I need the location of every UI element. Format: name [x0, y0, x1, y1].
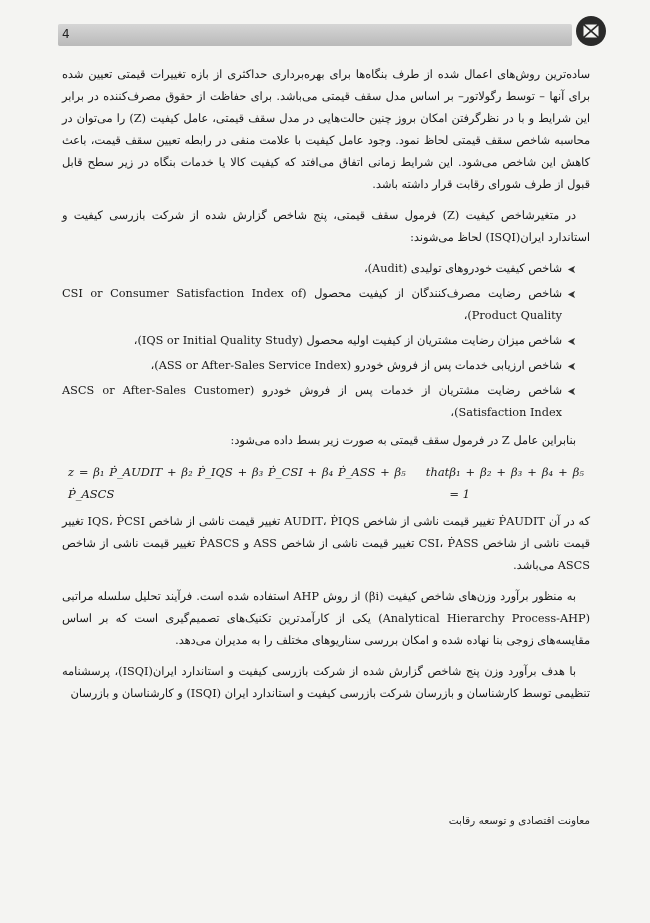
formula-z: z = β₁ Ṗ_AUDIT + β₂ Ṗ_IQS + β₃ Ṗ_CSI + β₄ Ṗ_ASS + β₅ Ṗ_ASCS	[68, 465, 406, 501]
document-body	[62, 64, 590, 714]
formula-connector: that	[425, 465, 450, 479]
list-item-text: شاخص کیفیت خودروهای تولیدی (Audit)،	[363, 262, 562, 275]
formula-weights-sum: β₁ + β₂ + β₃ + β₄ + β₅ = 1	[449, 465, 584, 501]
quality-index-list	[62, 258, 590, 424]
paragraph-questionnaire: با هدف برآورد وزن پنج شاخص گزارش شده از شرکت بازرسی کیفیت و استاندارد ایران(ISQI)، پرسشنامه تنظیمی توسط کارشناسان و بازرسان شرکت بازرسی کیفیت و استاندارد ایران (ISQI) و کارشناسان و بازرسان	[62, 665, 590, 700]
paragraph-definitions: که در آن ṖAUDIT تغییر قیمت ناشی از شاخص AUDIT، ṖIQS تغییر قیمت ناشی از شاخص IQS، ṖCSI تغییر قیمت ناشی از شاخص CSI، ṖASS تغییر قیمت ناشی از شاخص ASS و ṖASCS تغییر قیمت ناشی از شاخص ASCS می‌باشد.	[62, 515, 591, 572]
arrow-bullet-icon	[567, 290, 576, 299]
arrow-bullet-icon	[567, 387, 576, 396]
quality-formula	[62, 461, 590, 505]
list-item-text: شاخص ارزیابی خدمات پس از فروش خودرو (ASS or After-Sales Service Index)،	[150, 359, 562, 372]
arrow-bullet-icon	[567, 362, 576, 371]
paragraph-ahp: به منظور برآورد وزن‌های شاخص کیفیت (βi) از روش AHP استفاده شده است. فرآیند تحلیل سلسله مراتبی (Analytical Hierarchy Process-AHP) یکی از کارآمدترین تکنیک‌های تصمیم‌گیری است که بر اساس مقایسه‌های زوجی بنا نهاده شده و امکان بررسی سناریوهای مختلف را به مدیران می‌دهد.	[62, 590, 591, 647]
arrow-bullet-icon	[567, 337, 576, 346]
list-item-text: شاخص رضایت مشتریان از خدمات پس از فروش خودرو (ASCS or After-Sales Customer Satisfaction Index)،	[62, 384, 562, 419]
paragraph-quality-variable: در متغیرشاخص کیفیت (Z) فرمول سقف قیمتی، پنج شاخص گزارش شده از شرکت بازرسی کیفیت و استاندارد ایران(ISQI) لحاظ می‌شوند:	[62, 209, 590, 244]
list-item	[62, 283, 576, 327]
paragraph-expansion: بنابراین عامل Z در فرمول سقف قیمتی به صورت زیر بسط داده می‌شود:	[230, 434, 576, 447]
list-item-text: شاخص میزان رضایت مشتریان از کیفیت اولیه محصول (IQS or Initial Quality Study)،	[133, 334, 562, 347]
list-item-text: شاخص رضایت مصرف‌کنندگان از کیفیت محصول (CSI or Consumer Satisfaction Index of Product Quality)،	[62, 287, 562, 322]
list-item	[62, 258, 576, 280]
arrow-bullet-icon	[567, 265, 576, 274]
footer-text: معاونت اقتصادی و توسعه رقابت	[448, 815, 590, 827]
header-bar	[58, 24, 572, 46]
list-item	[62, 380, 576, 424]
list-item	[62, 355, 576, 377]
paragraph-intro: ساده‌ترین روش‌های اعمال شده از طرف بنگاه‌ها برای بهره‌برداری حداکثری از بازه تغییرات قیمتی تعیین شده برای آنها – توسط رگولاتور– بر اساس مدل سقف قیمتی می‌باشد. برای حفاظت از حقوق مصرف‌کننده در برابر این شرایط و با در نظرگرفتن امکان بروز چنین حالت‌هایی در مدل سقف قیمتی، عامل کیفیت (Z) را می‌توان در محاسبه شاخص سقف قیمتی لحاظ نمود. وجود عامل کیفیت با علامت منفی در رابطه تعیین سقف قیمت، باعث کاهش این شاخص می‌شود. این شرایط زمانی اتفاق می‌افتد که کیفیت کالا یا خدمات بنگاه در زیر سطح قابل قبول از طرف شورای رقابت قرار داشته باشد.	[62, 68, 590, 191]
envelope-x-logo-icon	[575, 15, 607, 47]
page-number: 4	[62, 27, 70, 41]
list-item	[62, 330, 576, 352]
